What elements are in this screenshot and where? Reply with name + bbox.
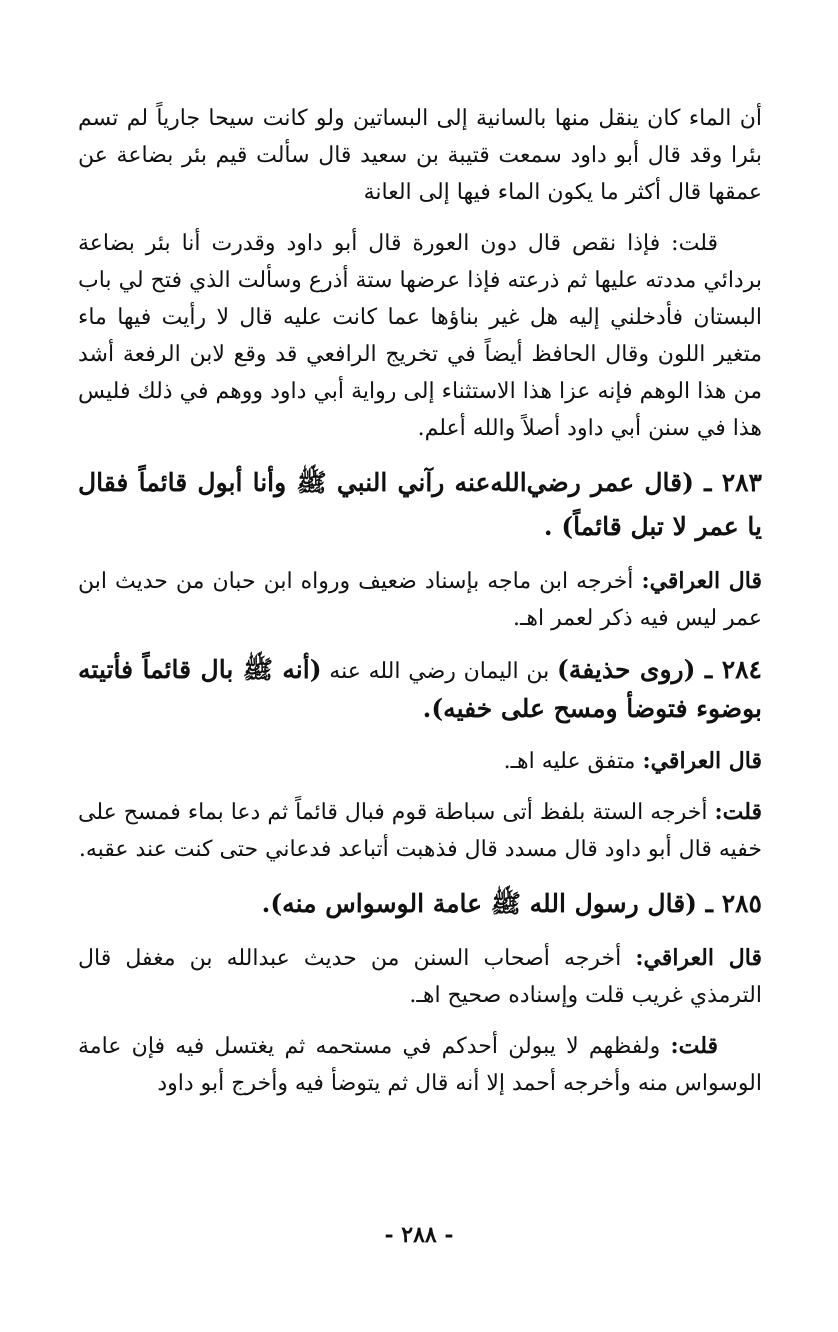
paragraph-text: أخرجه الستة بلفظ أتى سباطة قوم فبال قائماً ثم دعا بماء فمسح على خفيه قال أبو داود قال مسدد قال فذهبت أتباعد فدعاني حتى كنت عند عقبه. bbox=[78, 800, 762, 862]
paragraph-text: أخرجه أصحاب السنن من حديث عبدالله بن مغفل قال الترمذي غريب قلت وإسناده صحيح اهـ. bbox=[78, 946, 762, 1008]
paragraph-p2 bbox=[78, 225, 762, 447]
heading-part: بن اليمان رضي الله عنه bbox=[321, 659, 558, 684]
paragraph-text: قلت: فإذا نقص قال دون العورة قال أبو داود وقدرت أنا بئر بضاعة بردائي مددته عليها ثم ذرعته فإذا عرضها ستة أذرع وسألت الذي فتح لي باب البستان فأدخلني إليه هل غير بناؤها عما كانت عليه قال لا رأيت فيها ماء متغير اللون وقال الحافظ أيضاً في تخريج الرافعي قد وقع لابن الرفعة أشد من هذا الوهم فإنه عزا هذا الاستثناء إلى رواية أبي داود ووهم في ذلك فليس هذا في سنن أبي داود أصلاً والله أعلم. bbox=[78, 231, 762, 441]
page-number: - ٢٨٨ - bbox=[384, 1222, 454, 1248]
paragraph-p1 bbox=[78, 100, 762, 211]
hadith-heading-h283: ٢٨٣ ـ (قال عمر رضي‌الله‌عنه رآني النبي ﷺ وأنا أبول قائماً فقال يا عمر لا تبل قائماً) . bbox=[78, 468, 762, 541]
paragraph-p3 bbox=[78, 563, 762, 637]
commentary-label: قال العراقي: bbox=[635, 945, 762, 971]
paragraph-text: أن الماء كان ينقل منها بالسانية إلى البساتين ولو كانت سيحا جارياً لم تسم بئرا وقد قال أبو داود سمعت قتيبة بن سعيد قال سألت قيم بئر بضاعة عن عمقها قال أكثر ما يكون الماء فيها إلى العانة bbox=[78, 106, 762, 205]
paragraph-text: ولفظهم لا يبولن أحدكم في مستحمه ثم يغتسل فيه فإن عامة الوسواس منه وأخرجه أحمد إلا أنه قال ثم يتوضأ فيه وأخرج أبو داود bbox=[78, 1034, 762, 1096]
paragraph-p7 bbox=[78, 1028, 762, 1102]
commentary-label: قال العراقي: bbox=[642, 748, 762, 774]
hadith-heading-h285: ٢٨٥ ـ (قال رسول الله ﷺ عامة الوسواس منه). bbox=[261, 889, 762, 918]
paragraph-p4 bbox=[78, 743, 762, 780]
paragraph-text: أخرجه ابن ماجه بإسناد ضعيف ورواه ابن حبان من حديث ابن عمر ليس فيه ذكر لعمر اهـ. bbox=[78, 569, 762, 631]
commentary-label: قلت: bbox=[670, 1033, 718, 1059]
hadith-heading-h284 bbox=[78, 651, 762, 729]
paragraph-p5 bbox=[78, 794, 762, 868]
heading-part: (أنه ﷺ بال قائماً فأتيته بوضوء فتوضأ ومسح على خفيه). bbox=[78, 655, 762, 723]
commentary-label: قلت: bbox=[714, 799, 763, 825]
page-body bbox=[78, 100, 762, 1116]
paragraph-text: متفق عليه اهـ. bbox=[503, 749, 636, 774]
commentary-label: قال العراقي: bbox=[641, 568, 762, 594]
paragraph-p6 bbox=[78, 940, 762, 1014]
heading-part: ٢٨٤ ـ (روى حذيفة) bbox=[557, 655, 762, 684]
